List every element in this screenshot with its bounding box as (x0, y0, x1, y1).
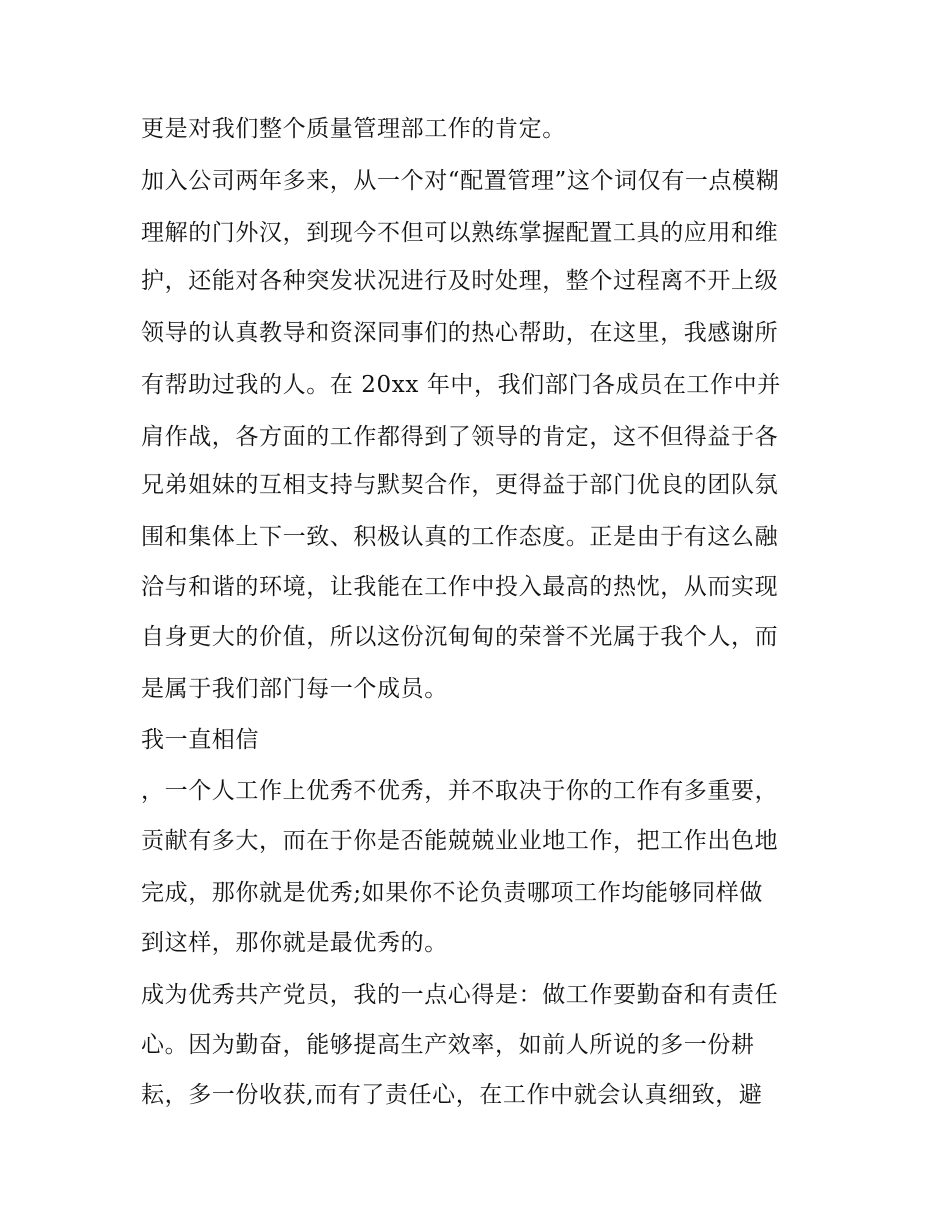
text-line: 肩作战，各方面的工作都得到了领导的肯定，这不但得益于各 (141, 424, 779, 450)
text-line: 加入公司两年多来，从一个对“配置管理”这个词仅有一点模糊 (141, 168, 780, 194)
text-line: 领导的认真教导和资深同事们的热心帮助，在这里，我感谢所 (141, 320, 779, 346)
text-line: 成为优秀共产党员，我的一点心得是：做工作要勤奋和有责任 (141, 982, 779, 1008)
text-line: 更是对我们整个质量管理部工作的肯定。 (141, 116, 566, 142)
text-line: ，一个人工作上优秀不优秀，并不取决于你的工作有多重要， (141, 778, 779, 804)
text-line: 是属于我们部门每一个成员。 (141, 676, 448, 702)
text-line: 兄弟姐妹的互相支持与默契合作，更得益于部门优良的团队氛 (141, 472, 779, 498)
text-line: 完成，那你就是优秀;如果你不论负责哪项工作均能够同样做 (141, 880, 763, 906)
text-line: 心。因为勤奋，能够提高生产效率，如前人所说的多一份耕 (141, 1032, 755, 1058)
text-line: 有帮助过我的人。在 20xx 年中，我们部门各成员在工作中并 (141, 372, 781, 398)
text-line: 耘，多一份收获,而有了责任心，在工作中就会认真细致，避 (141, 1082, 763, 1108)
text-line: 护，还能对各种突发状况进行及时处理，整个过程离不开上级 (141, 268, 779, 294)
text-line: 围和集体上下一致、积极认真的工作态度。正是由于有这么融 (141, 524, 779, 550)
text-line: 洽与和谐的环境，让我能在工作中投入最高的热忱，从而实现 (141, 574, 779, 600)
text-line: 我一直相信 (141, 727, 259, 753)
text-line: 贡献有多大，而在于你是否能兢兢业业地工作，把工作出色地 (141, 828, 779, 854)
text-line: 理解的门外汉，到现今不但可以熟练掌握配置工具的应用和维 (141, 220, 779, 246)
text-line: 自身更大的价值，所以这份沉甸甸的荣誉不光属于我个人，而 (141, 624, 779, 650)
text-line: 到这样，那你就是最优秀的。 (141, 930, 448, 956)
